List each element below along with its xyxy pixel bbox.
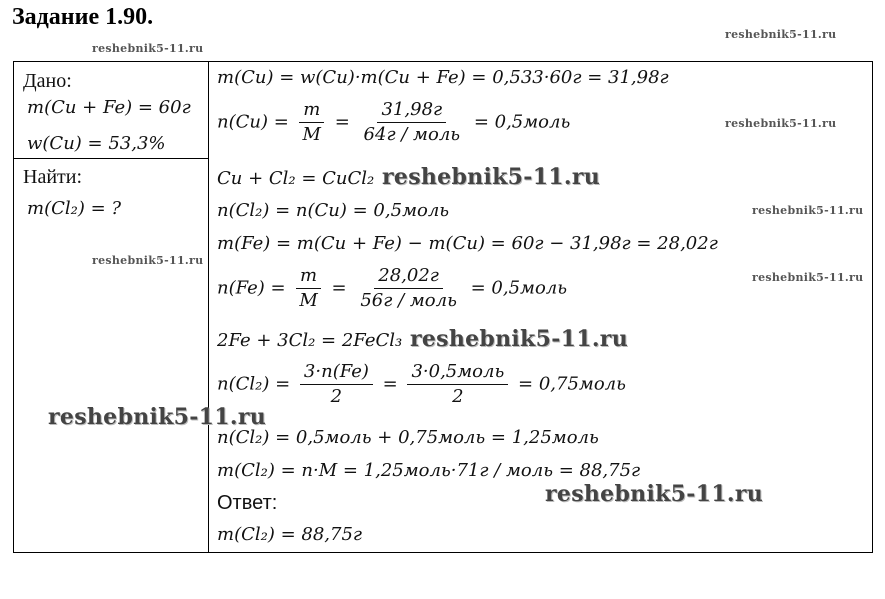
solution-line-8: n(Cl₂) = $\frac{3\cdot n(Fe)}{2}$ = $\frac{\text{3·0,5моль}}{2}$ = 0,75моль [217, 361, 626, 407]
given-mass-fraction: w(Cu) = 53,3% [27, 133, 166, 154]
solution-line-4: n(Cl₂) = n(Cu) = 0,5моль [217, 200, 450, 221]
watermark: reshebnik5-11.ru [752, 271, 864, 284]
column-divider [208, 62, 209, 552]
fraction-m-over-M: $\frac{m}{M}$ [295, 266, 321, 311]
solution-line-2: n(Cu) = $\frac{m}{M}$ = $\frac{31,98г}{\text{64г / моль}}$ = 0,5моль [217, 99, 571, 145]
formula-result: = 0,5моль [473, 111, 571, 133]
find-label: Найти: [23, 166, 83, 188]
watermark: reshebnik5-11.ru [752, 204, 864, 217]
fraction-values: $\frac{\text{3·0,5моль}}{2}$ [407, 362, 508, 407]
formula-result: = 0,5моль [470, 277, 568, 299]
watermark: reshebnik5-11.ru [382, 164, 601, 190]
watermark: reshebnik5-11.ru [409, 326, 628, 352]
watermark: reshebnik5-11.ru [725, 117, 837, 130]
solution-line-10: m(Cl₂) = n·M = 1,25моль·71г / моль = 88,75г [217, 460, 641, 481]
task-title: Задание 1.90. [12, 4, 154, 30]
formula-result: = 0,75моль [518, 373, 626, 395]
answer-label: Ответ: [217, 492, 278, 514]
watermark: reshebnik5-11.ru [48, 404, 267, 430]
solution-line-1: m(Cu) = w(Cu)·m(Cu + Fe) = 0,533·60г = 31,98г [217, 67, 669, 88]
fraction-values: $\frac{28,02г}{\text{56г / моль}}$ [360, 265, 457, 311]
formula-prefix: n(Fe) = [217, 277, 286, 299]
watermark: reshebnik5-11.ru [92, 254, 204, 267]
fraction-values: $\frac{31,98г}{\text{64г / моль}}$ [363, 99, 461, 145]
fraction-stoichiometry: $\frac{3\cdot n(Fe)}{2}$ [300, 362, 373, 407]
given-mass-mixture: m(Cu + Fe) = 60г [27, 97, 191, 118]
solution-line-6: n(Fe) = $\frac{m}{M}$ = $\frac{28,02г}{\text{56г / моль}}$ = 0,5моль [217, 265, 568, 311]
solution-table [13, 61, 873, 553]
solution-line-5: m(Fe) = m(Cu + Fe) − m(Cu) = 60г − 31,98г = 28,02г [217, 233, 718, 254]
find-mass-chlorine: m(Cl₂) = ? [27, 198, 122, 219]
formula-prefix: n(Cu) = [217, 111, 289, 133]
fraction-m-over-M: $\frac{m}{M}$ [299, 100, 325, 145]
solution-line-3: Cu + Cl₂ = CuCl₂ reshebnik5-11.ru [217, 164, 601, 190]
solution-line-7: 2Fe + 3Cl₂ = 2FeCl₃ reshebnik5-11.ru [217, 326, 628, 352]
solution-line-9: n(Cl₂) = 0,5моль + 0,75моль = 1,25моль [217, 427, 599, 448]
answer-value: m(Cl₂) = 88,75г [217, 524, 363, 545]
watermark: reshebnik5-11.ru [725, 28, 837, 41]
row-divider [14, 158, 208, 159]
formula-prefix: n(Cl₂) = [217, 373, 291, 395]
given-label: Дано: [23, 70, 72, 92]
watermark: reshebnik5-11.ru [92, 42, 204, 55]
watermark: reshebnik5-11.ru [545, 481, 764, 507]
